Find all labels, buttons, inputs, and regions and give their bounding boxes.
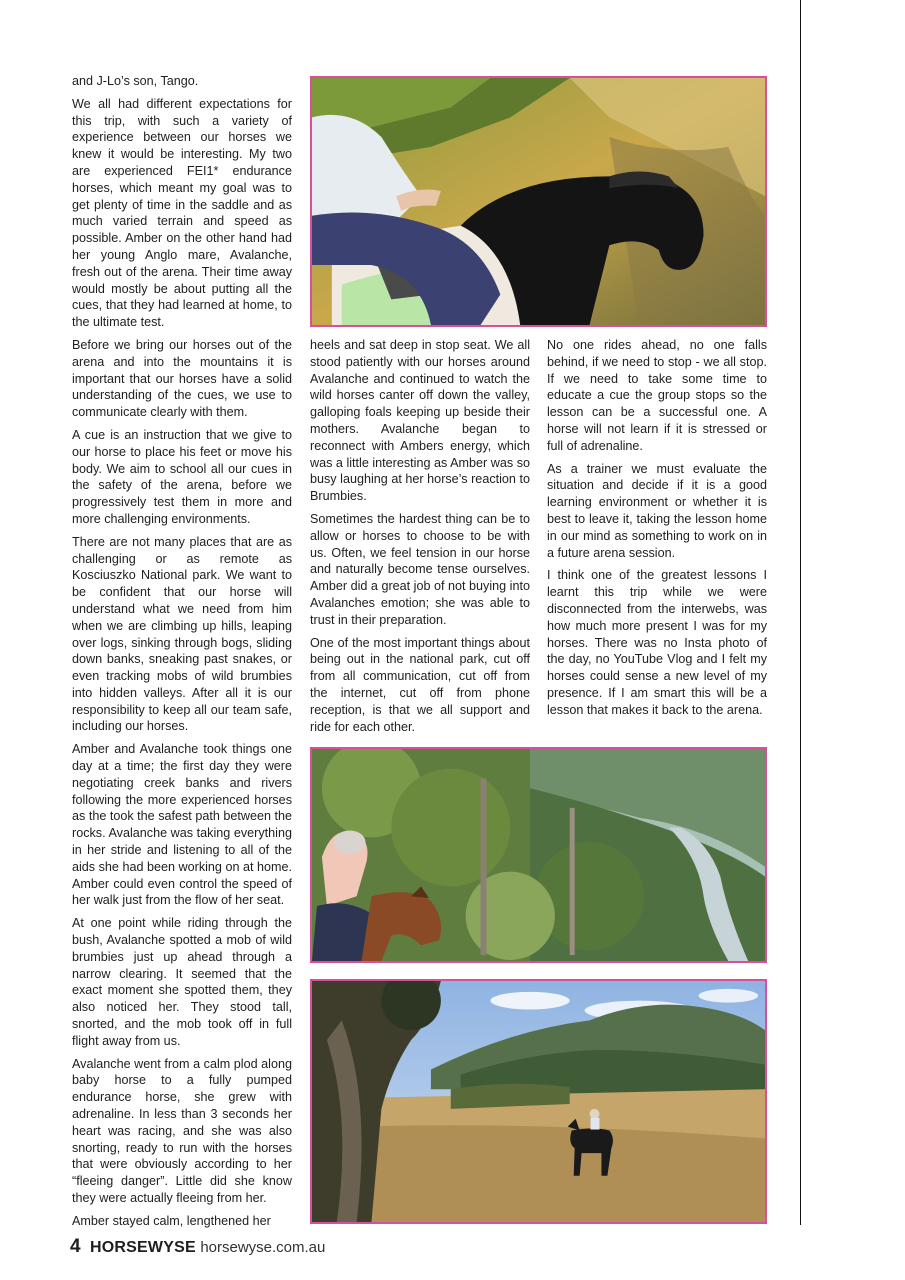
paragraph: I think one of the greatest lessons I learnt this trip while we were disconnected from the interwebs, was how much more present I was for my horses. There was no Insta photo of the day, no YouTube Vlog and I felt my horses could sense a new level of my presence. If I am smart this will be a lesson that makes it back to the arena. xyxy=(547,568,767,717)
paragraph: Sometimes the hardest thing can be to allow or horses to choose to be with us. Often, we feel tension in our horse and naturally become tense ourselves. Amber did a great job of not buying into Avalanches emotion; she was able to trust in their preparation. xyxy=(310,511,530,627)
paragraph: No one rides ahead, no one falls behind, if we need to stop - we all stop. If we need to take some time to educate a cue the group stops so the lesson can be a successful one. A horse will not learn if it is stressed or full of adrenaline. xyxy=(547,338,767,453)
magazine-url: horsewyse.com.au xyxy=(200,1239,326,1256)
paragraph: Avalanche went from a calm plod along baby horse to a fully pumped endurance horse, she grew with adrenaline. In less than 3 seconds her heart was racing, and she was also snorting, ready to run with the horses that were obviously according to her “fleeing danger”. Little did she know they were actually fleeing from her. xyxy=(72,1056,292,1205)
paragraph: heels and sat deep in stop seat. We all stood patiently with our horses around Avalanche and continued to watch the wild horses canter off down the valley, galloping foals keeping up beside their mothers. Avalanche began to reconnect with Ambers energy, which was a little interesting as Amber was so busy laughing at her horse’s reaction to Brumbies. xyxy=(310,338,530,504)
paragraph: There are not many places that are as challenging or as remote as Kosciuszko National park. We want to be confident that our horse will understand what we need from him when we are climbing up hills, leaping over logs, sinking through bogs, sliding down banks, sneaking past snakes, or even tracking mobs of wild brumbies into hidden valleys. After all it is our responsibility to keep all our team safe, including our horses. xyxy=(72,534,292,734)
paragraph: At one point while riding through the bush, Avalanche spotted a mob of wild brumbies just up ahead through a narrow clearing. It seemed that the exact moment she spotted them, they also noticed her. They stood tall, snorted, and the mob took off in full flight away from us. xyxy=(72,916,292,1048)
paragraph: As a trainer we must evaluate the situation and decide if it is a good learning environment or whether it is best to leave it, taking the lesson home in our mind as something to work on in a future arena session. xyxy=(547,461,767,560)
paragraph: Before we bring our horses out of the arena and into the mountains it is important that our horses have a solid understanding of the cues, we use to communicate clearly with them. xyxy=(72,337,292,420)
paragraph: A cue is an instruction that we give to our horse to place his feet or move his body. We aim to school all our cues in the safety of the arena, before we progressively test them in more and more challenging environments. xyxy=(72,427,292,526)
article-column-1 xyxy=(72,73,292,1236)
photo-valley-lookout xyxy=(310,747,767,963)
page-footer xyxy=(70,1236,325,1258)
photo-paddock-mountains xyxy=(310,979,767,1224)
page-number: 4 xyxy=(70,1236,81,1257)
paragraph: Amber stayed calm, lengthened her xyxy=(72,1213,271,1228)
page-edge-rule xyxy=(800,0,801,1225)
photo-creek-crossing xyxy=(310,76,767,327)
paragraph: We all had different expectations for this trip, with such a variety of experience between our horses we knew it would be interesting. My two are experienced FEI1* endurance horses, which meant my goal was to get plenty of time in the saddle and as much varied terrain and speed as possible. Amber on the other hand had her young Anglo mare, Avalanche, fresh out of the arena. Their time away would mostly be about putting all the cues, that they had learned at home, to the ultimate test. xyxy=(72,96,292,330)
paragraph: and J-Lo’s son, Tango. xyxy=(72,74,199,88)
paragraph: Amber and Avalanche took things one day at a time; the first day they were negotiating creek banks and rivers following the more experienced horses as the took the safest path between the rocks. Avalanche was taking everything in her stride and listening to all of the aids she had been working on at home. Amber could even control the speed of her walk just from the flow of her seat. xyxy=(72,742,292,908)
article-column-2 xyxy=(310,337,530,741)
article-column-3 xyxy=(547,337,767,725)
magazine-brand: HORSEWYSE xyxy=(90,1239,196,1256)
paragraph: One of the most important things about being out in the national park, cut off from all communication, cut off from the internet, cut off from phone reception, is that we all support and ride for each other. xyxy=(310,635,530,734)
